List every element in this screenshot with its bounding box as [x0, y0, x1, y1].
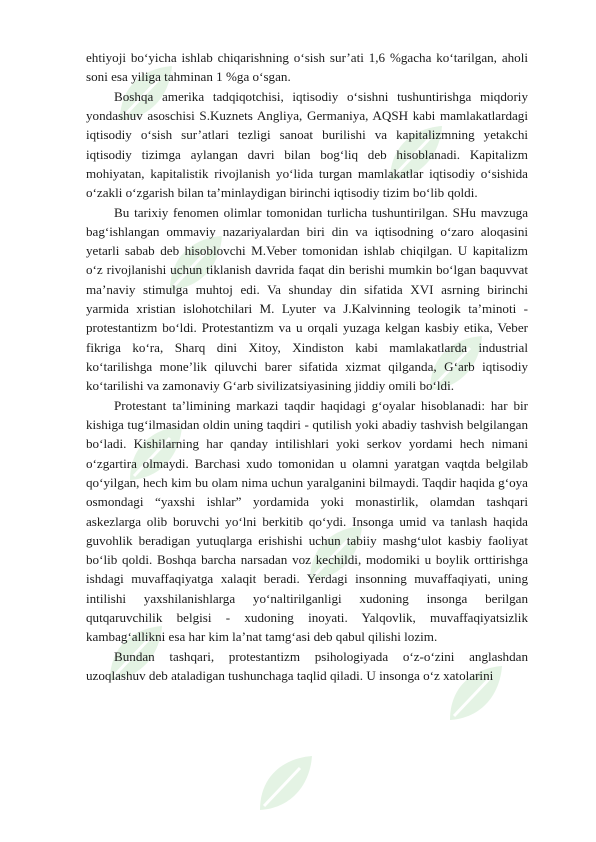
paragraph: Bundan tashqari, protestantizm psihologiyada o‘z-o‘zini anglashdan uzoqlashuv deb ataladigan tushunchaga taqlid qiladi. U insonga o‘z xatolarini	[86, 648, 528, 683]
document-page	[86, 48, 528, 685]
paragraph: Bu tarixiy fenomen olimlar tomonidan turlicha tushuntirilgan. SHu mavzuga bag‘ishlangan ommaviy nazariyalardan biri din va iqtisodning o‘zaro aloqasini yetarli sabab deb hisoblovchi M.Veber tomonidan ishlab chiqilgan. U kapitalizm o‘z rivojlanishi uchun tiklanish davrida faqat din berishi mumkin bo‘lgan baquvvat ma’naviy stimulga muhtoj edi. Va shunday din sifatida XVI asrning birinchi yarmida xristian islohotchilari M. Lyuter va J.Kalvinning teologik ta’minoti - protestantizm bo‘ldi. Protestantizm va u orqali yuzaga kelgan kasbiy etika, Veber fikriga ko‘ra, Sharq dini Xitoy, Xindiston kabi mamlakatlarda industrial ko‘tarilishga mone’lik qiluvchi barer sifatida xizmat qilganda, G‘arb iqtisodiy ko‘tarilishi va zamonaviy G‘arb sivilizatsiyasining jiddiy omili bo‘ldi.	[86, 204, 528, 394]
paragraph: Protestant ta’limining markazi taqdir haqidagi g‘oyalar hisoblanadi: har bir kishiga tug‘ilmasidan oldin uning taqdiri - qutilish yoki abadiy tashvish belgilangan bo‘ladi. Kishilarning har qanday intilishlari yoki serkov yordami hech nimani o‘zgartira olmaydi. Barchasi xudo tomonidan u olamni yaratgan vaqtda belgilab qo‘yilgan, hech kim bu olam nima uchun yaralganini bilmaydi. Taqdir haqida g‘oya osmondagi “yaxshi ishlar” yordamida yoki monastirlik, olamdan tashqari askezlarga olib boruvchi yo‘lni berkitib qo‘ydi. Insonga umid va tanlash haqida guvohlik beradigan yutuqlarga erishishi uchun tabiiy mashg‘ulot kasbiy faoliyat bo‘lib qoldi. Boshqa barcha narsadan voz kechildi, modomiki u boylik orttirishga ishdagi muvaffaqiyatga xalaqit beradi. Yerdagi insonning muvaffaqiyati, uning intilishi yaxshilanishlarga yo‘naltirilganligi xudoning insonga berilgan qutqaruvchilik belgisi - xudoning inoyati. Yalqovlik, muvaffaqiyatsizlik kambag‘allikni esa har kim la’nat tamg‘asi deb qabul qilishi lozim.	[86, 397, 528, 645]
green-leaf-logo-icon	[250, 750, 320, 820]
paragraph: Boshqa amerika tadqiqotchisi, iqtisodiy o‘sishni tushuntirishga miqdoriy yondashuv asoschisi S.Kuznets Angliya, Germaniya, AQSH kabi mamlakatlardagi iqtisodiy o‘sish sur’atlari tezligi sanoat burilishi va kapitalizmning yetakchi iqtisodiy tizimga aylangan davri bilan bog‘liq deb hisoblanadi. Kapitalizm mohiyatan, kapitalistik rivojlanish yo‘lida turgan mamlakatlar iqtisodiy o‘sishida o‘zakli o‘zgarish bilan ta’minlaydigan birinchi iqtisodiy tizim bo‘lib qoldi.	[86, 88, 528, 201]
paragraph: ehtiyoji bo‘yicha ishlab chiqarishning o‘sish sur’ati 1,6 %gacha ko‘tarilgan, aholi soni esa yiliga tahminan 1 %ga o‘sgan.	[86, 50, 528, 85]
